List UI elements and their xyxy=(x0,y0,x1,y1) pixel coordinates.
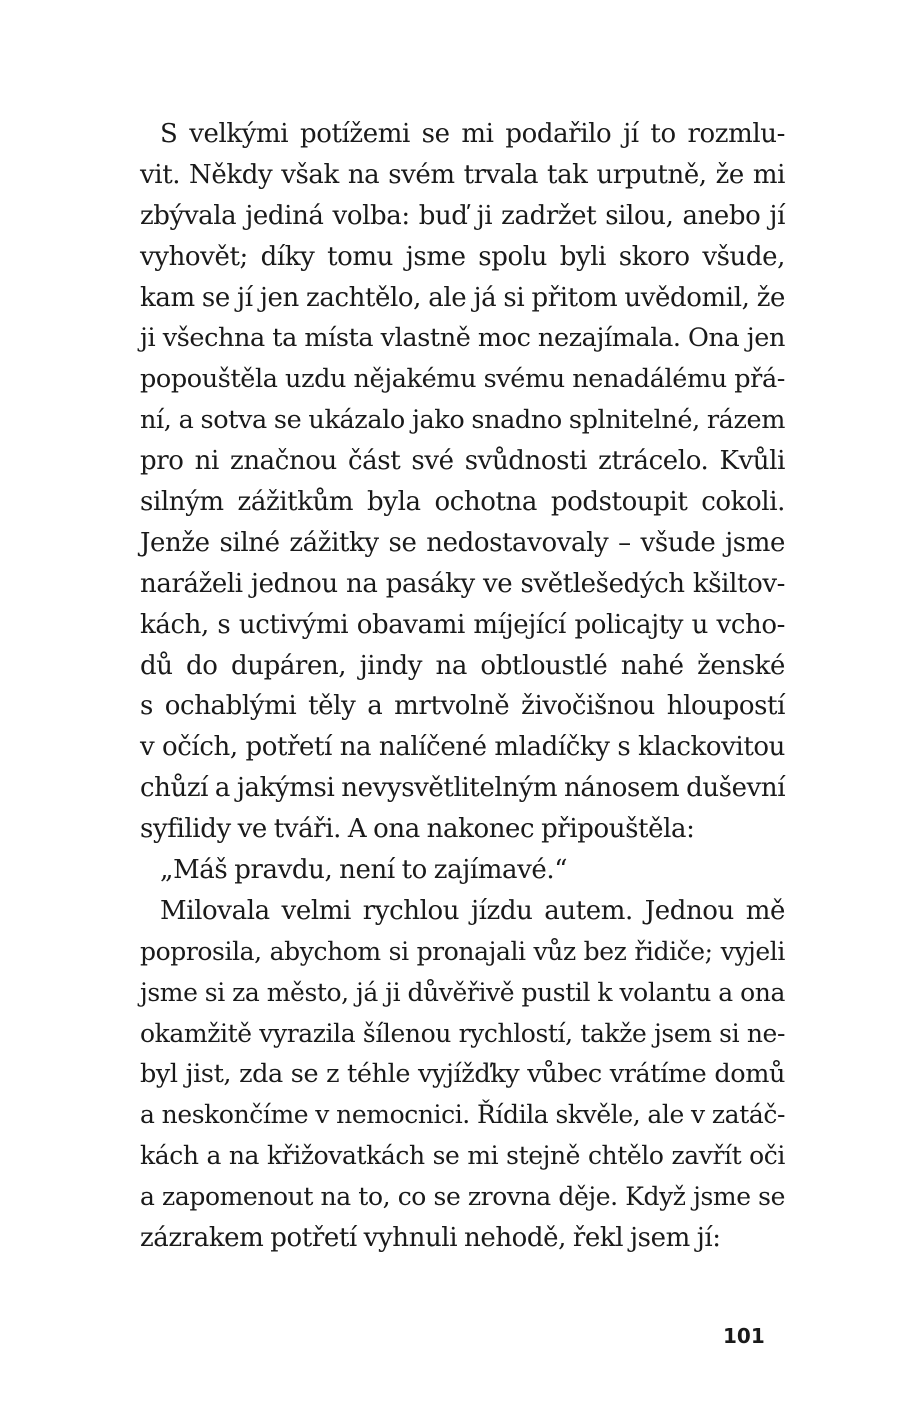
text-line: a zapomenout na to, co se zrovna děje. Když jsme se xyxy=(140,1182,785,1212)
text-line: s ochablými těly a mrtvolně živočišnou hloupostí xyxy=(140,691,785,722)
text-line: byl jist, zda se z téhle vyjížďky vůbec vrátíme domů xyxy=(140,1059,785,1090)
page-number: 101 xyxy=(723,1324,765,1348)
text-line: zázrakem potřetí vyhnuli nehodě, řekl jsem jí: xyxy=(140,1223,721,1254)
text-line: kách a na křižovatkách se mi stejně chtělo zavřít oči xyxy=(140,1141,785,1171)
text-line: v očích, potřetí na nalíčené mladíčky s klackovitou xyxy=(140,732,785,763)
text-line: a neskončíme v nemocnici. Řídila skvěle, ale v zatáč- xyxy=(140,1100,785,1130)
text-line: jsme si za město, já ji důvěřivě pustil k volantu a ona xyxy=(140,977,785,1007)
text-line: naráželi jednou na pasáky ve světlešedých kšiltov- xyxy=(140,568,785,599)
text-line: okamžitě vyrazila šílenou rychlostí, takže jsem si ne- xyxy=(140,1018,785,1048)
text-line: ní, a sotva se ukázalo jako snadno splnitelné, rázem xyxy=(140,405,785,436)
text-line: kam se jí jen zachtělo, ale já si přitom uvědomil, že xyxy=(140,282,785,313)
text-line: Jenže silné zážitky se nedostavovaly – všude jsme xyxy=(140,527,785,558)
text-line: S velkými potížemi se mi podařilo jí to rozmlu- xyxy=(160,119,785,149)
text-line: vyhovět; díky tomu jsme spolu byli skoro všude, xyxy=(140,241,785,272)
text-line: vit. Někdy však na svém trvala tak urputně, že mi xyxy=(140,159,785,190)
text-line: „Máš pravdu, není to zajímavé.“ xyxy=(160,855,568,886)
text-line: silným zážitkům byla ochotna podstoupit cokoli. xyxy=(140,487,785,518)
text-line: zbývala jediná volba: buď ji zadržet silou, anebo jí xyxy=(140,200,785,231)
text-line: poprosila, abychom si pronajali vůz bez řidiče; vyjeli xyxy=(140,936,785,966)
text-line: Milovala velmi rychlou jízdu autem. Jednou mě xyxy=(160,895,785,926)
text-line: chůzí a jakýmsi nevysvětlitelným nánosem duševní xyxy=(140,773,786,804)
text-line: kách, s uctivými obavami míjející policajty u vcho- xyxy=(140,609,785,640)
text-line: popouštěla uzdu nějakému svému nenadálému přá- xyxy=(140,364,785,395)
text-line: syfilidy ve tváři. A ona nakonec připouštěla: xyxy=(140,814,695,845)
text-line: ji všechna ta místa vlastně moc nezajímala. Ona jen xyxy=(140,323,785,354)
body-text xyxy=(140,114,785,1259)
text-line: dů do dupáren, jindy na obtloustlé nahé ženské xyxy=(140,650,785,681)
text-line: pro ni značnou část své svůdnosti ztrácelo. Kvůli xyxy=(140,446,785,477)
